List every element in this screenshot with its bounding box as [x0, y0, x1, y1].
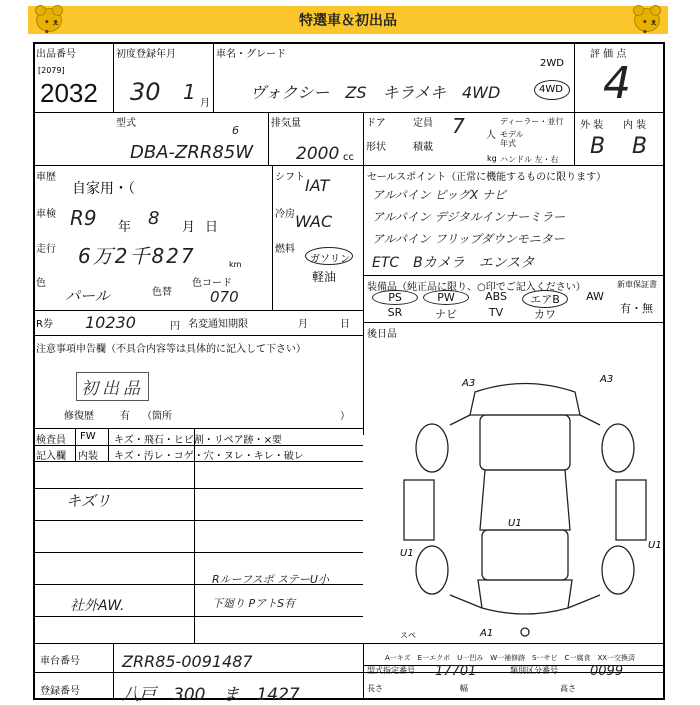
- aircon-value: WAC: [295, 212, 333, 231]
- equipment-item: エアB: [522, 290, 568, 308]
- kg-label: kg: [487, 154, 497, 163]
- doors-hint: 6: [232, 124, 239, 137]
- car-diagram: [390, 370, 660, 640]
- exterior-grade: B: [590, 134, 606, 159]
- name-change-day: 日: [340, 319, 350, 330]
- recycle-unit: 円: [170, 321, 180, 332]
- fourwd-label: 4WD: [539, 84, 563, 95]
- naiso-label: 内装: [78, 451, 98, 462]
- recycle-value: 10230: [85, 313, 136, 332]
- defect-legend: A一キズ E一エクボ U一凹み W一補修跡 S一サビ C一腐食 XX一交換済: [385, 654, 636, 662]
- header-banner: [28, 6, 668, 38]
- shaken-year-label: 年: [118, 220, 132, 235]
- capacity-label: 定員: [413, 118, 433, 129]
- shaken-label: 車検: [36, 209, 56, 220]
- shaken-year: R9: [70, 206, 97, 230]
- interior-label: 内 装: [623, 120, 647, 131]
- km-label: km: [229, 260, 242, 269]
- load-label: 積載: [413, 142, 433, 153]
- month-label: 月: [200, 98, 210, 109]
- grade-label: 評 価 点: [590, 49, 627, 60]
- inspector-label: 検査員: [36, 435, 66, 446]
- sales-label: セールスポイント（正常に機能するものに限ります）: [367, 172, 607, 183]
- fuel-diesel: 軽油: [312, 270, 337, 284]
- history-value: 自家用・（: [72, 181, 135, 197]
- shaken-day-label: 日: [205, 220, 219, 235]
- reg-no-label: 登録番号: [40, 686, 80, 697]
- chassis-label: 車台番号: [40, 656, 80, 667]
- lot-small-number: [2079]: [38, 66, 65, 75]
- exterior-label: 外 装: [580, 120, 604, 131]
- dealer-label: ディーラー・並行: [500, 117, 564, 126]
- bear-mascot-icon: • ᴥ •: [634, 8, 660, 32]
- fw-label: FW: [80, 431, 96, 442]
- cc-label: cc: [343, 152, 354, 163]
- displacement-value: 2000: [296, 144, 340, 164]
- new-car-warranty-value: 有・無: [620, 302, 653, 315]
- shift-value: IAT: [305, 176, 330, 195]
- diagram-mark-a1: A1: [480, 628, 494, 639]
- diagram-mark-u1-right: U1: [648, 540, 662, 551]
- mileage-label: 走行: [36, 244, 56, 255]
- repair-yes: 有: [120, 411, 130, 422]
- shaken-month: 8: [148, 208, 160, 229]
- first-listing-stamp: 初出品: [76, 372, 149, 401]
- shift-label: シフト: [275, 172, 305, 183]
- bear-mascot-icon: • ᴥ •: [36, 8, 62, 32]
- equipment-item: ナビ: [435, 308, 457, 321]
- equipment-item: ABS: [485, 290, 507, 303]
- displacement-label: 排気量: [271, 118, 301, 129]
- equipment-item: PW: [423, 290, 469, 305]
- sales-point: アルパイン ビッグX ナビ: [372, 188, 507, 202]
- note-mid: Rルーフスポ ステーU小 下廻り PアトS有: [212, 573, 329, 610]
- model-label: 型式: [116, 118, 136, 129]
- name-change-month: 月: [298, 319, 308, 330]
- diagram-mark-spare: スペ: [400, 631, 416, 640]
- handle-label: ハンドル 左・右: [500, 155, 559, 164]
- twowd-label: 2WD: [540, 58, 564, 69]
- lot-label: 出品番号: [36, 49, 76, 60]
- repair-history-label: 修復歴: [64, 411, 94, 422]
- fw-defects: キズ・飛石・ヒビ割・リペア跡・×要: [114, 435, 282, 446]
- notes-label: 注意事項申告欄（不具合内容等は具体的に記入して下さい）: [36, 344, 306, 355]
- equipment-item: AW: [586, 290, 604, 303]
- entry-label: 記入欄: [36, 451, 66, 462]
- color-change-label: 色替: [152, 287, 172, 298]
- height-label: 高さ: [560, 684, 576, 693]
- capacity-value: 7: [452, 114, 465, 138]
- recycle-label: R券: [36, 319, 53, 330]
- new-car-warranty-label: 新車保証書: [617, 280, 657, 289]
- capacity-unit: 人: [486, 130, 496, 141]
- diagram-mark-a3-left: A3: [462, 378, 476, 389]
- diagram-mark-u1-center: U1: [508, 518, 522, 529]
- fuel-label: 燃料: [275, 244, 295, 255]
- equipment-item: カワ: [534, 308, 556, 321]
- fuel-gasoline: ガソリン: [310, 254, 350, 265]
- note-bottom-left: 社外AW.: [70, 598, 125, 614]
- interior-grade: B: [632, 134, 648, 159]
- color-label: 色: [36, 278, 46, 289]
- mileage-value: 6万2千827: [78, 244, 196, 268]
- color-code-label: 色コード: [192, 278, 232, 289]
- chassis-value: ZRR85-0091487: [122, 652, 253, 671]
- note-left: キズリ: [66, 492, 111, 510]
- car-name-label: 車名・グレード: [216, 49, 286, 60]
- equipment-item: SR: [387, 306, 403, 319]
- first-reg-label: 初度登録年月: [116, 49, 176, 60]
- grade-value: 4: [603, 58, 631, 109]
- equipment-item: TV: [488, 306, 504, 319]
- door-label: ドア: [366, 118, 386, 129]
- model-value: DBA-ZRR85W: [130, 142, 254, 163]
- length-label: 長さ: [367, 684, 383, 693]
- sales-point: アルパイン デジタルインナーミラー: [372, 210, 566, 224]
- class-no-value: 0099: [590, 664, 624, 679]
- history-label: 車歴: [36, 172, 56, 183]
- type-spec-label: 型式指定番号: [367, 666, 415, 675]
- name-change-label: 名変通知期限: [188, 319, 248, 330]
- width-label: 幅: [460, 684, 468, 693]
- equipment-label: 装備品（純正品に限り、○印でご記入ください）: [367, 282, 586, 293]
- shaken-month-label: 月: [182, 220, 196, 235]
- interior-defects: キズ・汚レ・コゲ・穴・ヌレ・キレ・破レ: [114, 451, 304, 462]
- lot-number: 2032: [40, 78, 98, 108]
- repair-location-label: （箇所: [142, 411, 172, 422]
- reg-month: 1: [183, 80, 196, 104]
- after-label: 後日品: [367, 329, 397, 340]
- class-no-label: 類別区分番号: [510, 666, 558, 675]
- diagram-mark-a3-right: A3: [600, 374, 614, 385]
- car-name: ヴォクシー ZS キラメキ 4WD: [250, 83, 501, 102]
- model-year-label: モデル年式: [500, 130, 524, 148]
- sales-point: アルパイン フリップダウンモニター: [372, 232, 565, 246]
- color-code-value: 070: [210, 288, 239, 306]
- header-title: 特選車＆初出品: [299, 13, 397, 29]
- aircon-label: 冷房: [275, 209, 295, 220]
- repair-close: ）: [340, 411, 350, 422]
- color-value: パール: [65, 287, 110, 305]
- diagram-mark-u1-left: U1: [400, 548, 414, 559]
- type-spec-value: 17701: [435, 664, 477, 679]
- equipment-item: PS: [372, 290, 418, 305]
- reg-year: 30: [130, 78, 161, 106]
- sales-point: ETC Bカメラ エンスタ: [372, 255, 535, 271]
- shape-label: 形状: [366, 142, 386, 153]
- reg-no-value: 八戸 300 ま 1427: [122, 685, 300, 705]
